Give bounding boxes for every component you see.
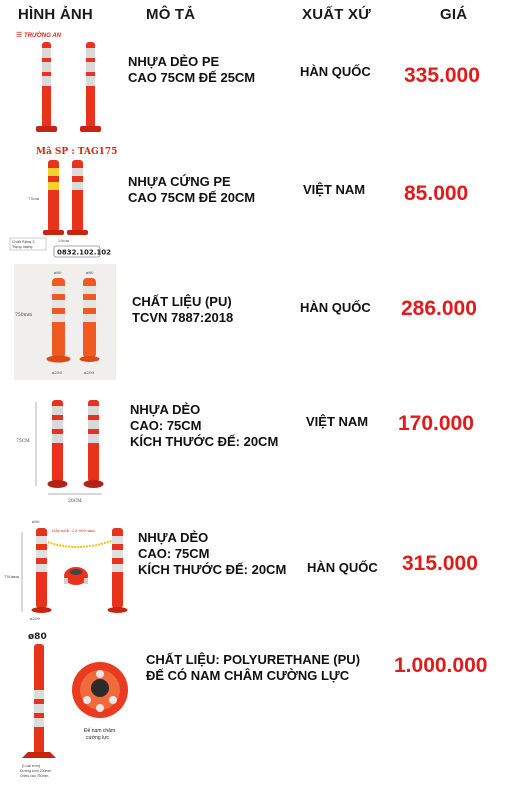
product-image-4 (12, 390, 124, 508)
spec-note: Trọng lượng (12, 245, 33, 249)
bollard-post-icon (43, 160, 64, 235)
product-row-6 (0, 630, 511, 800)
bollard-post-icon (84, 400, 104, 488)
desc-line: KÍCH THƯỚC ĐẾ: 20CM (130, 434, 279, 449)
dim-label: ø80 (28, 632, 47, 642)
desc-line: NHỰA DẺO (138, 530, 209, 545)
product-image-6 (12, 630, 142, 800)
chain-icon (42, 540, 114, 547)
product-origin-5: HÀN QUỐC (307, 560, 378, 575)
spec-note: Chiết Rộng 2 (12, 240, 35, 244)
product-row-4 (0, 390, 511, 508)
bollard-post-icon (48, 400, 68, 488)
product-origin-2: VIỆT NAM (303, 182, 366, 197)
desc-line: CAO: 75CM (138, 546, 210, 561)
desc-line: CHẤT LIỆU: POLYURETHANE (PU) (146, 652, 361, 667)
product-image-3 (14, 264, 116, 380)
base-label: 20cm (58, 238, 70, 243)
desc-line: CAO: 75CM (130, 418, 202, 433)
dim-label: ø200 (84, 370, 95, 375)
product-code-text: Mã SP : TAG175 (36, 147, 118, 157)
desc-line: TCVN 7887:2018 (132, 310, 234, 325)
svg-text:☰: ☰ (16, 31, 23, 39)
height-label: 750mm (15, 313, 33, 318)
product-image-1 (14, 28, 126, 140)
header-origin-col: XUẤT XỨ (302, 6, 371, 23)
magnet-base-icon (72, 662, 128, 718)
product-price-6: 1.000.000 (394, 654, 488, 677)
height-label: 75cm (28, 196, 40, 201)
caption-text: cường lực (86, 735, 110, 741)
product-desc-5 (138, 530, 286, 578)
product-origin-1: HÀN QUỐC (300, 64, 371, 79)
product-desc-3 (132, 294, 233, 326)
dim-label: ø80 (86, 270, 94, 275)
product-row-5 (0, 516, 511, 628)
product-desc-6 (146, 652, 360, 684)
caption-text: Đế nam châm (84, 728, 116, 734)
header-price-col: GIÁ (440, 6, 468, 23)
height-label: 750mm (4, 574, 20, 579)
height-label: 75CM (16, 439, 30, 444)
dim-label: ø200 (30, 616, 41, 621)
dim-label: ø250 (52, 370, 63, 375)
header-desc-col: MÔ TẢ (146, 6, 196, 23)
desc-line: NHỰA CỨNG PE (128, 174, 231, 189)
desc-line: CAO 75CM ĐẾ 25CM (128, 70, 256, 85)
product-origin-4: VIỆT NAM (306, 414, 369, 429)
bollard-post-icon (36, 42, 57, 132)
product-price-5: 315.000 (402, 552, 478, 575)
product-image-5 (4, 516, 132, 628)
product-row-2 (0, 142, 511, 260)
desc-line: KÍCH THƯỚC ĐẾ: 20CM (138, 562, 287, 577)
bollard-post-icon (80, 278, 100, 362)
desc-line: NHỰA DẺO PE (128, 54, 220, 69)
product-price-3: 286.000 (401, 297, 477, 320)
desc-line: CHẤT LIỆU (PU) (132, 294, 232, 309)
product-price-2: 85.000 (404, 182, 469, 205)
dim-label: ø80 (54, 270, 62, 275)
product-price-1: 335.000 (404, 64, 480, 87)
header-image-col: HÌNH ẢNH (18, 6, 93, 23)
desc-line: NHỰA DẺO (130, 402, 201, 417)
product-origin-3: HÀN QUỐC (300, 300, 371, 315)
product-desc-4 (130, 402, 278, 450)
product-desc-2 (128, 174, 255, 206)
product-image-2 (6, 142, 120, 260)
desc-line: ĐẾ CÓ NAM CHÂM CƯỜNG LỰC (146, 668, 350, 683)
bollard-post-icon (67, 160, 88, 235)
product-row-3 (0, 264, 511, 384)
desc-line: CAO 75CM ĐẾ 20CM (128, 190, 256, 205)
product-desc-1 (128, 54, 255, 86)
bollard-post-icon (47, 278, 71, 363)
bollard-post-icon (22, 644, 56, 758)
dim-label: ø80 (32, 519, 40, 524)
bollard-base-icon (64, 567, 88, 585)
brand-logo-text: TRƯỜNG AN (24, 33, 61, 39)
product-row-1 (0, 28, 511, 140)
foot-note: Chiều cao 750mm (20, 774, 49, 778)
foot-note: Đường kính 200mm (20, 769, 52, 773)
phone-text: 0832.102.102 (57, 248, 112, 257)
bollard-post-icon (80, 42, 101, 132)
product-price-4: 170.000 (398, 412, 474, 435)
base-label: 20CM (68, 499, 82, 504)
chain-label: Dây xích: 22.000 mm (52, 528, 95, 533)
bollard-post-icon (32, 528, 52, 613)
foot-note: (Loại tròn) (22, 763, 41, 768)
